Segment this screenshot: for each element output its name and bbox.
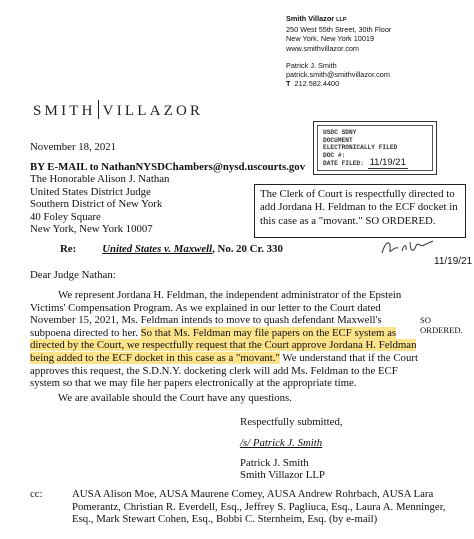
- salutation: Dear Judge Nathan:: [30, 269, 116, 281]
- signer-firm: Smith Villazor LLP: [240, 469, 325, 481]
- body-paragraph: [30, 289, 420, 390]
- para1-part-b: We understand that if the Court approves this request, the S.D.N.Y. docketing clerk will add Ms. Feldman to the ECF system so that we may file her papers electronically at the appropriate time.: [30, 351, 418, 390]
- firm-logo: [33, 100, 203, 120]
- highlighted-request: So that Ms. Feldman may file papers on the ECF system as directed by the Court, we respectfully request that the Court approve Jordana H. Feldman being added to the ECF docket in this case as a "movant.": [30, 326, 417, 364]
- stamp-line-2: DOCUMENT: [323, 136, 353, 144]
- address-line-1: 250 West 55th Street, 30th Floor: [286, 25, 392, 35]
- court-filing-stamp: [313, 121, 437, 175]
- judge-signature: [380, 236, 436, 258]
- judge-signature-date: 11/19/21: [434, 256, 473, 267]
- delivery-line: BY E-MAIL to NathanNYSDChambers@nysd.uscourts.gov: [30, 161, 306, 173]
- stamp-date-label: DATE FILED:: [323, 160, 364, 168]
- logo-left: SMITH: [33, 103, 96, 119]
- side-so-ordered: SO ORDERED.: [420, 315, 463, 335]
- electronic-signature: /s/ Patrick J. Smith: [240, 437, 323, 449]
- addressee-line: 40 Foley Square: [30, 210, 101, 223]
- addressee-block: [30, 173, 169, 236]
- addressee-line: New York, New York 10007: [30, 223, 153, 236]
- cc-label: cc:: [30, 488, 43, 500]
- logo-right: VILLAZOR: [102, 103, 204, 119]
- addressee-line: United States District Judge: [30, 185, 151, 198]
- addressee-line: Southern District of New York: [30, 198, 163, 211]
- stamp-line-1: USDC SDNY: [323, 129, 357, 136]
- author-email[interactable]: patrick.smith@smithvillazor.com: [286, 70, 390, 80]
- closing-paragraph: We are available should the Court have any questions.: [58, 392, 292, 404]
- firm-suffix: LLP: [336, 17, 347, 23]
- address-line-2: New York, New York 10019: [286, 34, 375, 44]
- order-box: The Clerk of Court is respectfully directed to add Jordana H. Feldman to the ECF docket in this case as a "movant." SO ORDERED.: [254, 184, 466, 238]
- firm-website[interactable]: www.smithvillazor.com: [286, 43, 359, 53]
- author-name: Patrick J. Smith: [286, 60, 337, 70]
- addressee-line: The Honorable Alison J. Nathan: [30, 173, 170, 185]
- cc-recipients: AUSA Alison Moe, AUSA Maurene Comey, AUSA Andrew Rohrbach, AUSA Lara Pomerantz, Christian R. Everdell, Esq., Jeffrey S. Pagliuca, Esq., Laura A. Menninger, Esq., Mark Stewart Cohen, Esq., Bobbi C. Sternheim, Esq. (by e-mail): [72, 488, 446, 526]
- phone-label: T: [286, 79, 291, 89]
- stamp-date-value: 11/19/21: [369, 157, 406, 169]
- firm-letterhead: [286, 14, 391, 88]
- re-case-number: , No. 20 Cr. 330: [212, 243, 283, 255]
- logo-divider: [98, 100, 99, 119]
- para1-part-a: We represent Jordana H. Feldman, the independent administrator of the Epstein Victims' Compensation Program. As we explained in our letter to the Court dated November 15, 2021, Ms. Feldman intends to move to quash defendant Maxwell's subpoena directed to her.: [30, 289, 402, 339]
- closing-line: Respectfully submitted,: [240, 416, 343, 428]
- phone-number: 212.582.4400: [294, 79, 340, 89]
- signer-name: Patrick J. Smith: [240, 457, 309, 469]
- stamp-line-4: DOC #:: [323, 151, 346, 159]
- firm-name: Smith Villazor: [286, 14, 335, 23]
- re-case-name: United States v. Maxwell: [102, 243, 213, 255]
- re-line: [60, 243, 283, 256]
- re-label: Re:: [60, 243, 77, 255]
- stamp-line-3: ELECTRONICALLY FILED: [323, 144, 398, 152]
- letter-date: November 18, 2021: [30, 141, 117, 153]
